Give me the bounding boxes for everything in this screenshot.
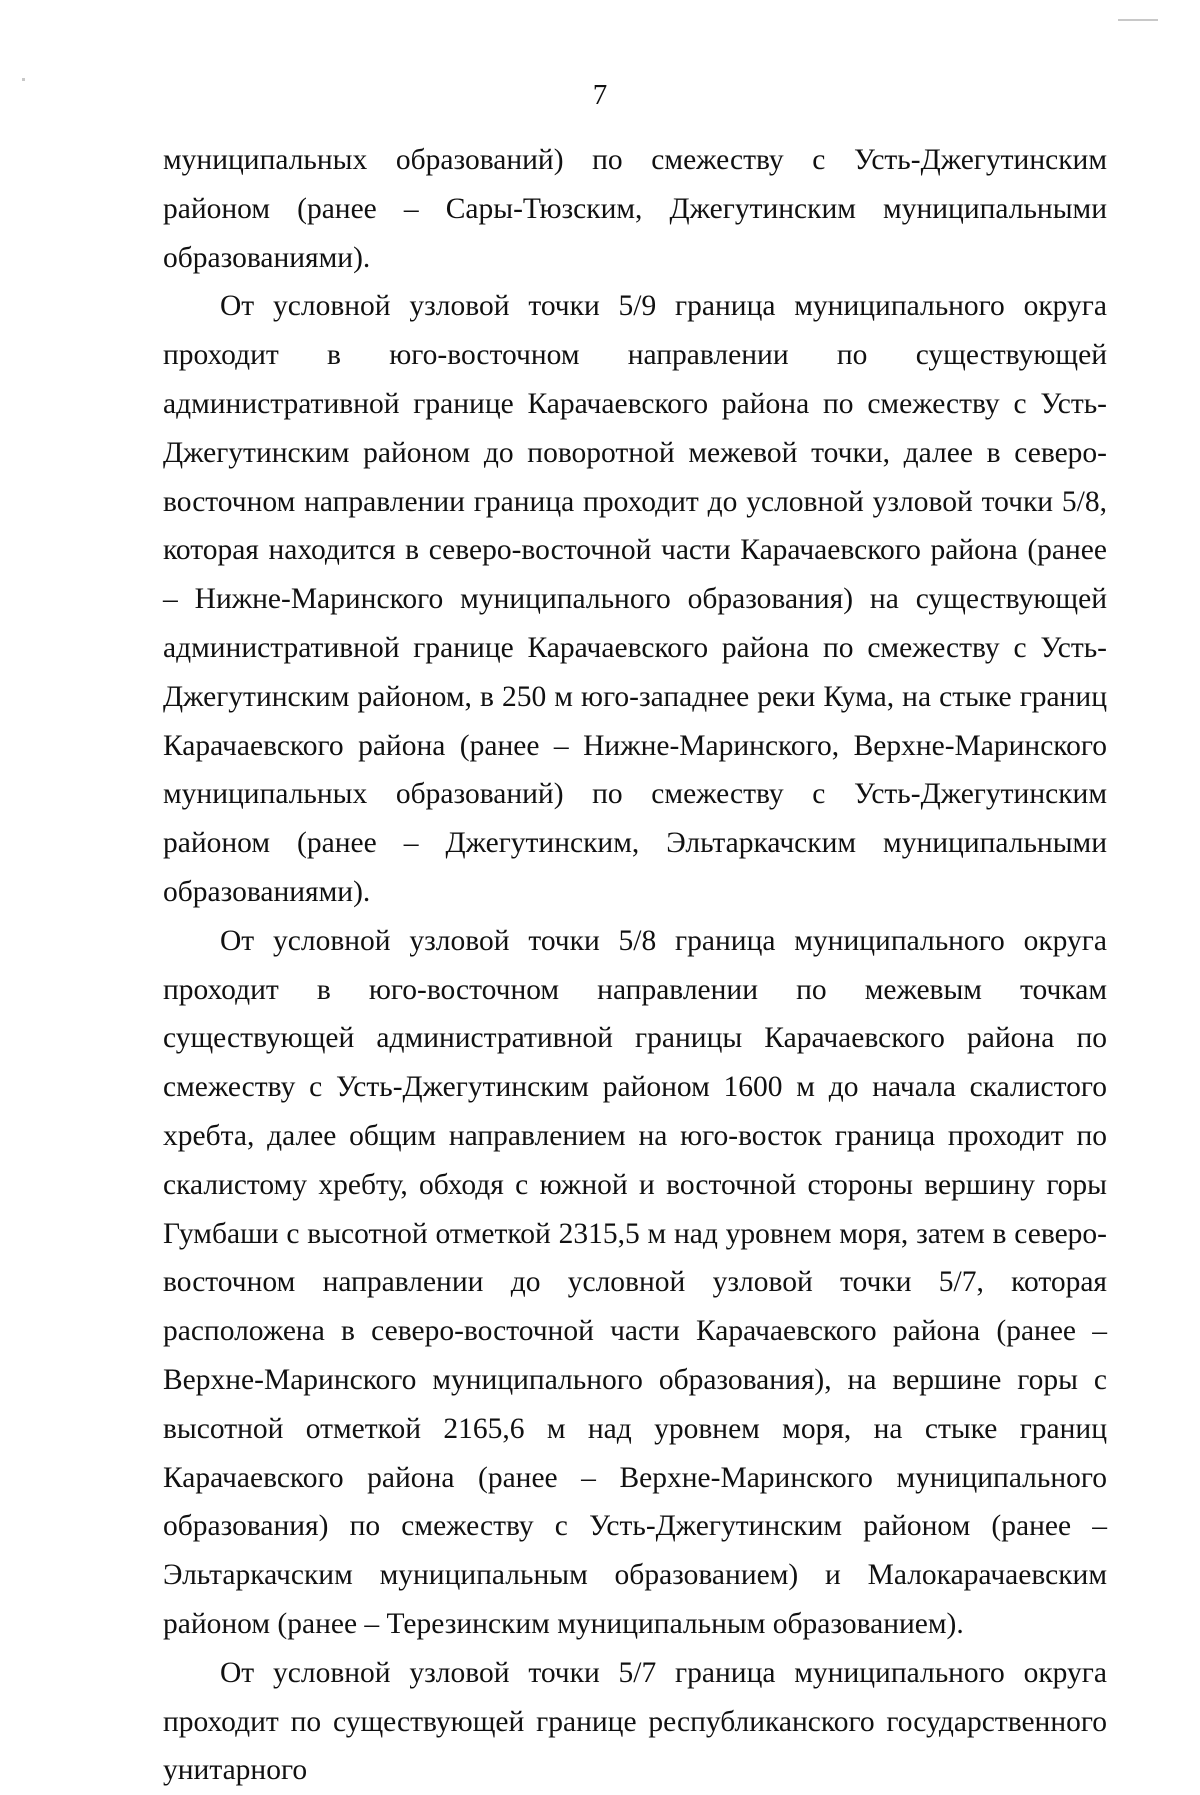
paragraph-point-5-7: От условной узловой точки 5/7 граница муниципального округа проходит по существующей границе республиканского государственного унитарного xyxy=(163,1656,1107,1787)
document-body xyxy=(163,136,1107,1795)
paragraph-point-5-8: От условной узловой точки 5/8 граница муниципального округа проходит в юго-восточном направлении по межевым точкам существующей административной границы Карачаевского района по смежеству с Усть-Джегутинским районом 1600 м до начала скалистого хребта, далее общим направлением на юго-восток граница проходит по скалистому хребту, обходя с южной и восточной стороны вершину горы Гумбаши с высотной отметкой 2315,5 м над уровнем моря, затем в северо-восточном направлении до условной узловой точки 5/7, которая расположена в северо-восточной части Карачаевского района (ранее – Верхне-Маринского муниципального образования), на вершине горы с высотной отметкой 2165,6 м над уровнем моря, на стыке границ Карачаевского района (ранее – Верхне-Маринского муниципального образования) по смежеству с Усть-Джегутинским районом (ранее – Эльтаркачским муниципальным образованием) и Малокарачаевским районом (ранее – Терезинским муниципальным образованием). xyxy=(163,924,1107,1640)
page-number: 7 xyxy=(592,79,608,111)
scan-mark-top-right xyxy=(1118,19,1158,21)
paragraph-point-5-9: От условной узловой точки 5/9 граница муниципального округа проходит в юго-восточном направлении по существующей административной границе Карачаевского района по смежеству с Усть-Джегутинским районом до поворотной межевой точки, далее в северо-восточном направлении граница проходит до условной узловой точки 5/8, которая находится в северо-восточной части Карачаевского района (ранее – Нижне-Маринского муниципального образования) на существующей административной границе Карачаевского района по смежеству с Усть-Джегутинским районом, в 250 м юго-западнее реки Кума, на стыке границ Карачаевского района (ранее – Нижне-Маринского, Верхне-Маринского муниципальных образований) по смежеству с Усть-Джегутинским районом (ранее – Джегутинским, Эльтаркачским муниципальными образованиями). xyxy=(163,290,1107,908)
paragraph-continuation: муниципальных образований) по смежеству с Усть-Джегутинским районом (ранее – Сары-Тюзским, Джегутинским муниципальными образованиями). xyxy=(163,144,1107,274)
